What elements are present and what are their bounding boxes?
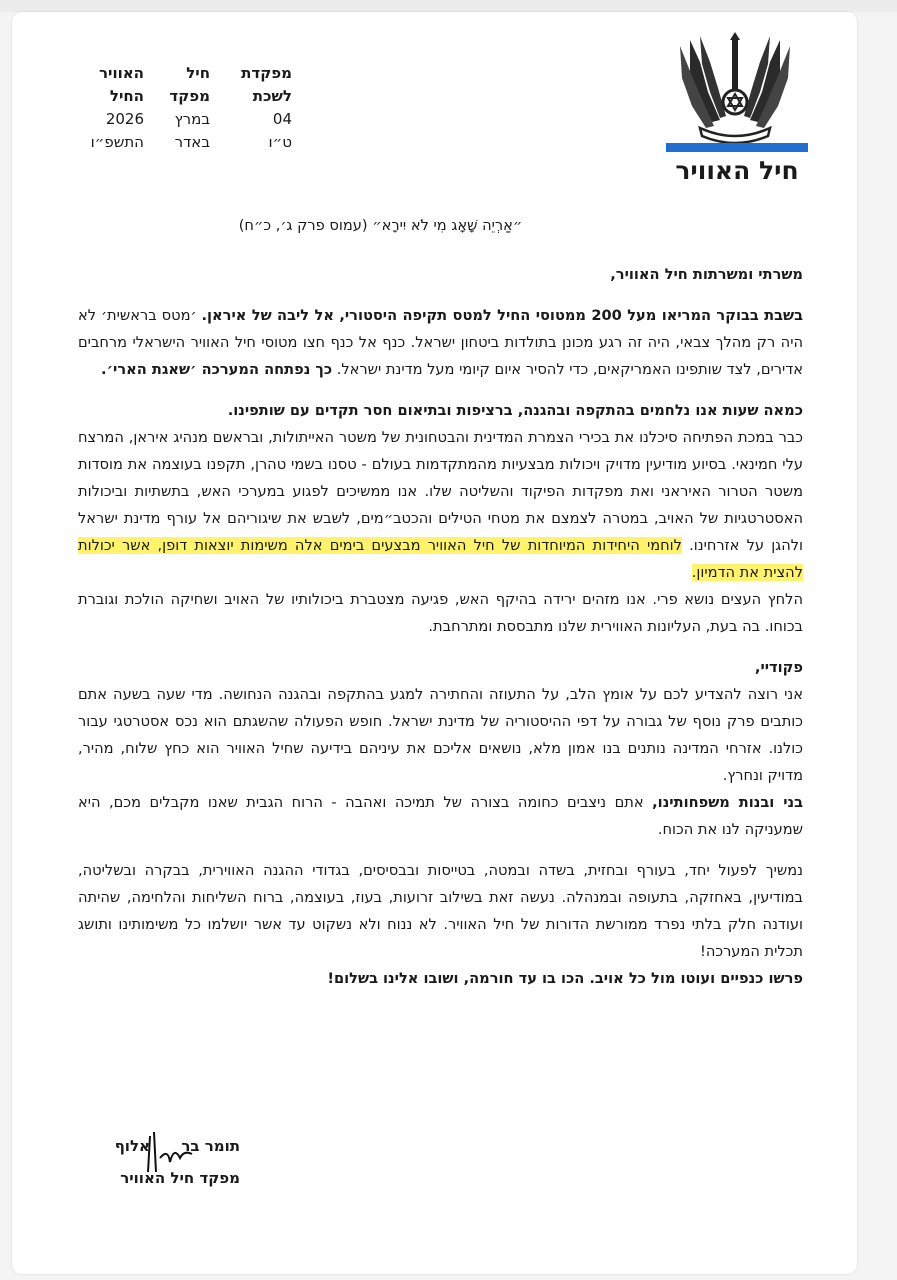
address-soldiers: פקודיי, xyxy=(754,659,803,676)
emblem-unit-name: חיל האוויר xyxy=(675,156,799,185)
greeting: משרתי ומשרתות חיל האוויר, xyxy=(610,266,803,283)
closing-line: פרשו כנפיים ועוטו מול כל אויב. הכו בו עד חורמה, ושובו אלינו בשלום! xyxy=(327,970,803,987)
paragraph-3: אני רוצה להצדיע לכם על אומץ הלב, על התעוזה והחתירה למגע בהתקפה ובהגנה הנחושה. מדי שעה בשעה אתם כותבים פרק נוסף של גבורה על דפי ההיסטוריה של מדינת ישראל. חופש הפעולה שהשגתם הוא נכס אסטרטגי עבור כולנו. אזרחי המדינה נותנים בנו אמון מלא, נושאים אליכם את עיניהם בידיעה שחיל האוויר הוא כחץ שלוח, מהיר, מדויק ונחרץ. xyxy=(78,686,803,784)
header-cell: החיל xyxy=(109,87,144,105)
header-cell: האוויר xyxy=(99,64,144,82)
header-cell: התשפ״ו xyxy=(90,133,144,151)
paragraph-1-bold-start: בשבת בבוקר המריאו מעל 200 ממטוסי החיל למטס תקיפה היסטורי, אל ליבה של איראן. xyxy=(201,307,803,324)
signature-title: מפקד חיל האוויר xyxy=(120,1169,240,1187)
paragraph-5: נמשיך לפעול יחד, בעורף ובחזית, בשדה ובמטה, בטייסות ובבסיסים, בגדודי ההגנה האווירית, בבקרה ובשליטה, במודיעין, באחזקה, בתעופה ובמנהלה. נעשה זאת בשילוב זרועות, בעוז, בעוצמה, ברוח השליחות והלחימה, שהיתה ועודנה חלק בלתי נפרד ממורשת הדורות של חיל האוויר. לא ננוח ולא נשקוט עד אשר יושלמו כל משימותינו ותושג תכלית המערכה! xyxy=(78,862,803,960)
paragraph-4 xyxy=(78,789,803,843)
header-cell: לשכת xyxy=(252,87,292,105)
header-cell: 2026 xyxy=(105,110,144,128)
header-cell: במרץ xyxy=(174,110,210,128)
paragraph-1-text: ׳מטס בראשית׳ לא היה רק מהלך צבאי, היה זה רגע מכונן בתולדות ביטחון ישראל. כנף אל כנף חצו מטוסי חיל האוויר הישראלי מרחבים אדירים, לצד שותפינו האמריקאים, כדי להסיר איום קיומי מעל מדינת ישראל. xyxy=(78,307,803,378)
header-cell: מפקדת xyxy=(241,64,292,82)
wings-emblem-icon xyxy=(660,32,810,144)
header-cell: מפקד xyxy=(169,87,210,105)
signature-name: תומר בר xyxy=(181,1137,240,1155)
signature-block xyxy=(110,1130,240,1194)
header-col-3 xyxy=(72,62,144,154)
paragraph-4-bold-start: בני ובנות משפחותינו, xyxy=(652,794,803,811)
header-cell: חיל xyxy=(186,64,210,82)
opening-quote: ״אַרְיֵה שָׁאָג מִי לֹא יִירָא״ (עמוס פרק ג׳, כ״ח) xyxy=(238,217,523,234)
paragraph-4-text: אתם ניצבים כחומה בצורה של תמיכה ואהבה - הרוח הגבית שאנו מקבלים מכם, היא שמעניקה לנו את הכוח. xyxy=(78,794,803,838)
paragraph-1 xyxy=(78,302,803,383)
highlighted-text: לוחמי היחידות המיוחדות של חיל האוויר מבצעים בימים אלה משימות יוצאות דופן, אשר יכולות להצית את הדמיון. xyxy=(78,537,803,581)
header-col-2 xyxy=(150,62,210,154)
paragraph-2-bold-start: כמאה שעות אנו נלחמים בהתקפה ובהגנה, ברציפות ובתיאום חסר תקדים עם שותפינו. xyxy=(227,402,803,419)
emblem-blue-bar xyxy=(666,143,808,152)
signature-rank: אלוף xyxy=(114,1137,150,1155)
paragraph-2 xyxy=(78,397,803,640)
header-cell: 04 xyxy=(272,110,292,128)
top-strip xyxy=(0,0,897,12)
paragraph-2-text: כבר במכת הפתיחה סיכלנו את בכירי הצמרת המדינית והבטחונית של משטר האייתולות, ובראשם מנהיג איראן, המרצח עלי חמינאי. בסיוע מודיעין מדויק ויכולות מבצעיות מהמתקדמות בעולם - טסנו בשמי טהרן, תקפנו בעוצמה את מוסדות משטר הטרור האיראני ואת מפקדות הפיקוד והשליטה שלו. אנו ממשיכים לפגוע במערכי האש, בתשתיות וביכולות האסטרטגיות של האויב, במטרה לצמצם את מטחי הטילים והכטב״מים, לשבש את שיגוריהם אל עורף מדינת ישראל ולהגן על אזרחינו. xyxy=(78,429,803,554)
signature-name-line xyxy=(110,1130,240,1162)
letter-body xyxy=(78,212,803,992)
paragraph-2-text-after: הלחץ העצים נושא פרי. אנו מזהים ירידה בהיקף האש, פגיעה מצטברת ביכולותיו של האויב ושחיקה הולכת וגוברת בכוחו. בה בעת, העליונות האווירית שלנו מתבססת ומתרחבת. xyxy=(78,591,803,635)
header-cell: ט״ו xyxy=(268,133,292,151)
header-cell: באדר xyxy=(174,133,210,151)
header-col-1 xyxy=(226,62,292,154)
paragraph-1-bold-end: כך נפתחה המערכה ׳שאגת הארי׳. xyxy=(101,361,333,378)
